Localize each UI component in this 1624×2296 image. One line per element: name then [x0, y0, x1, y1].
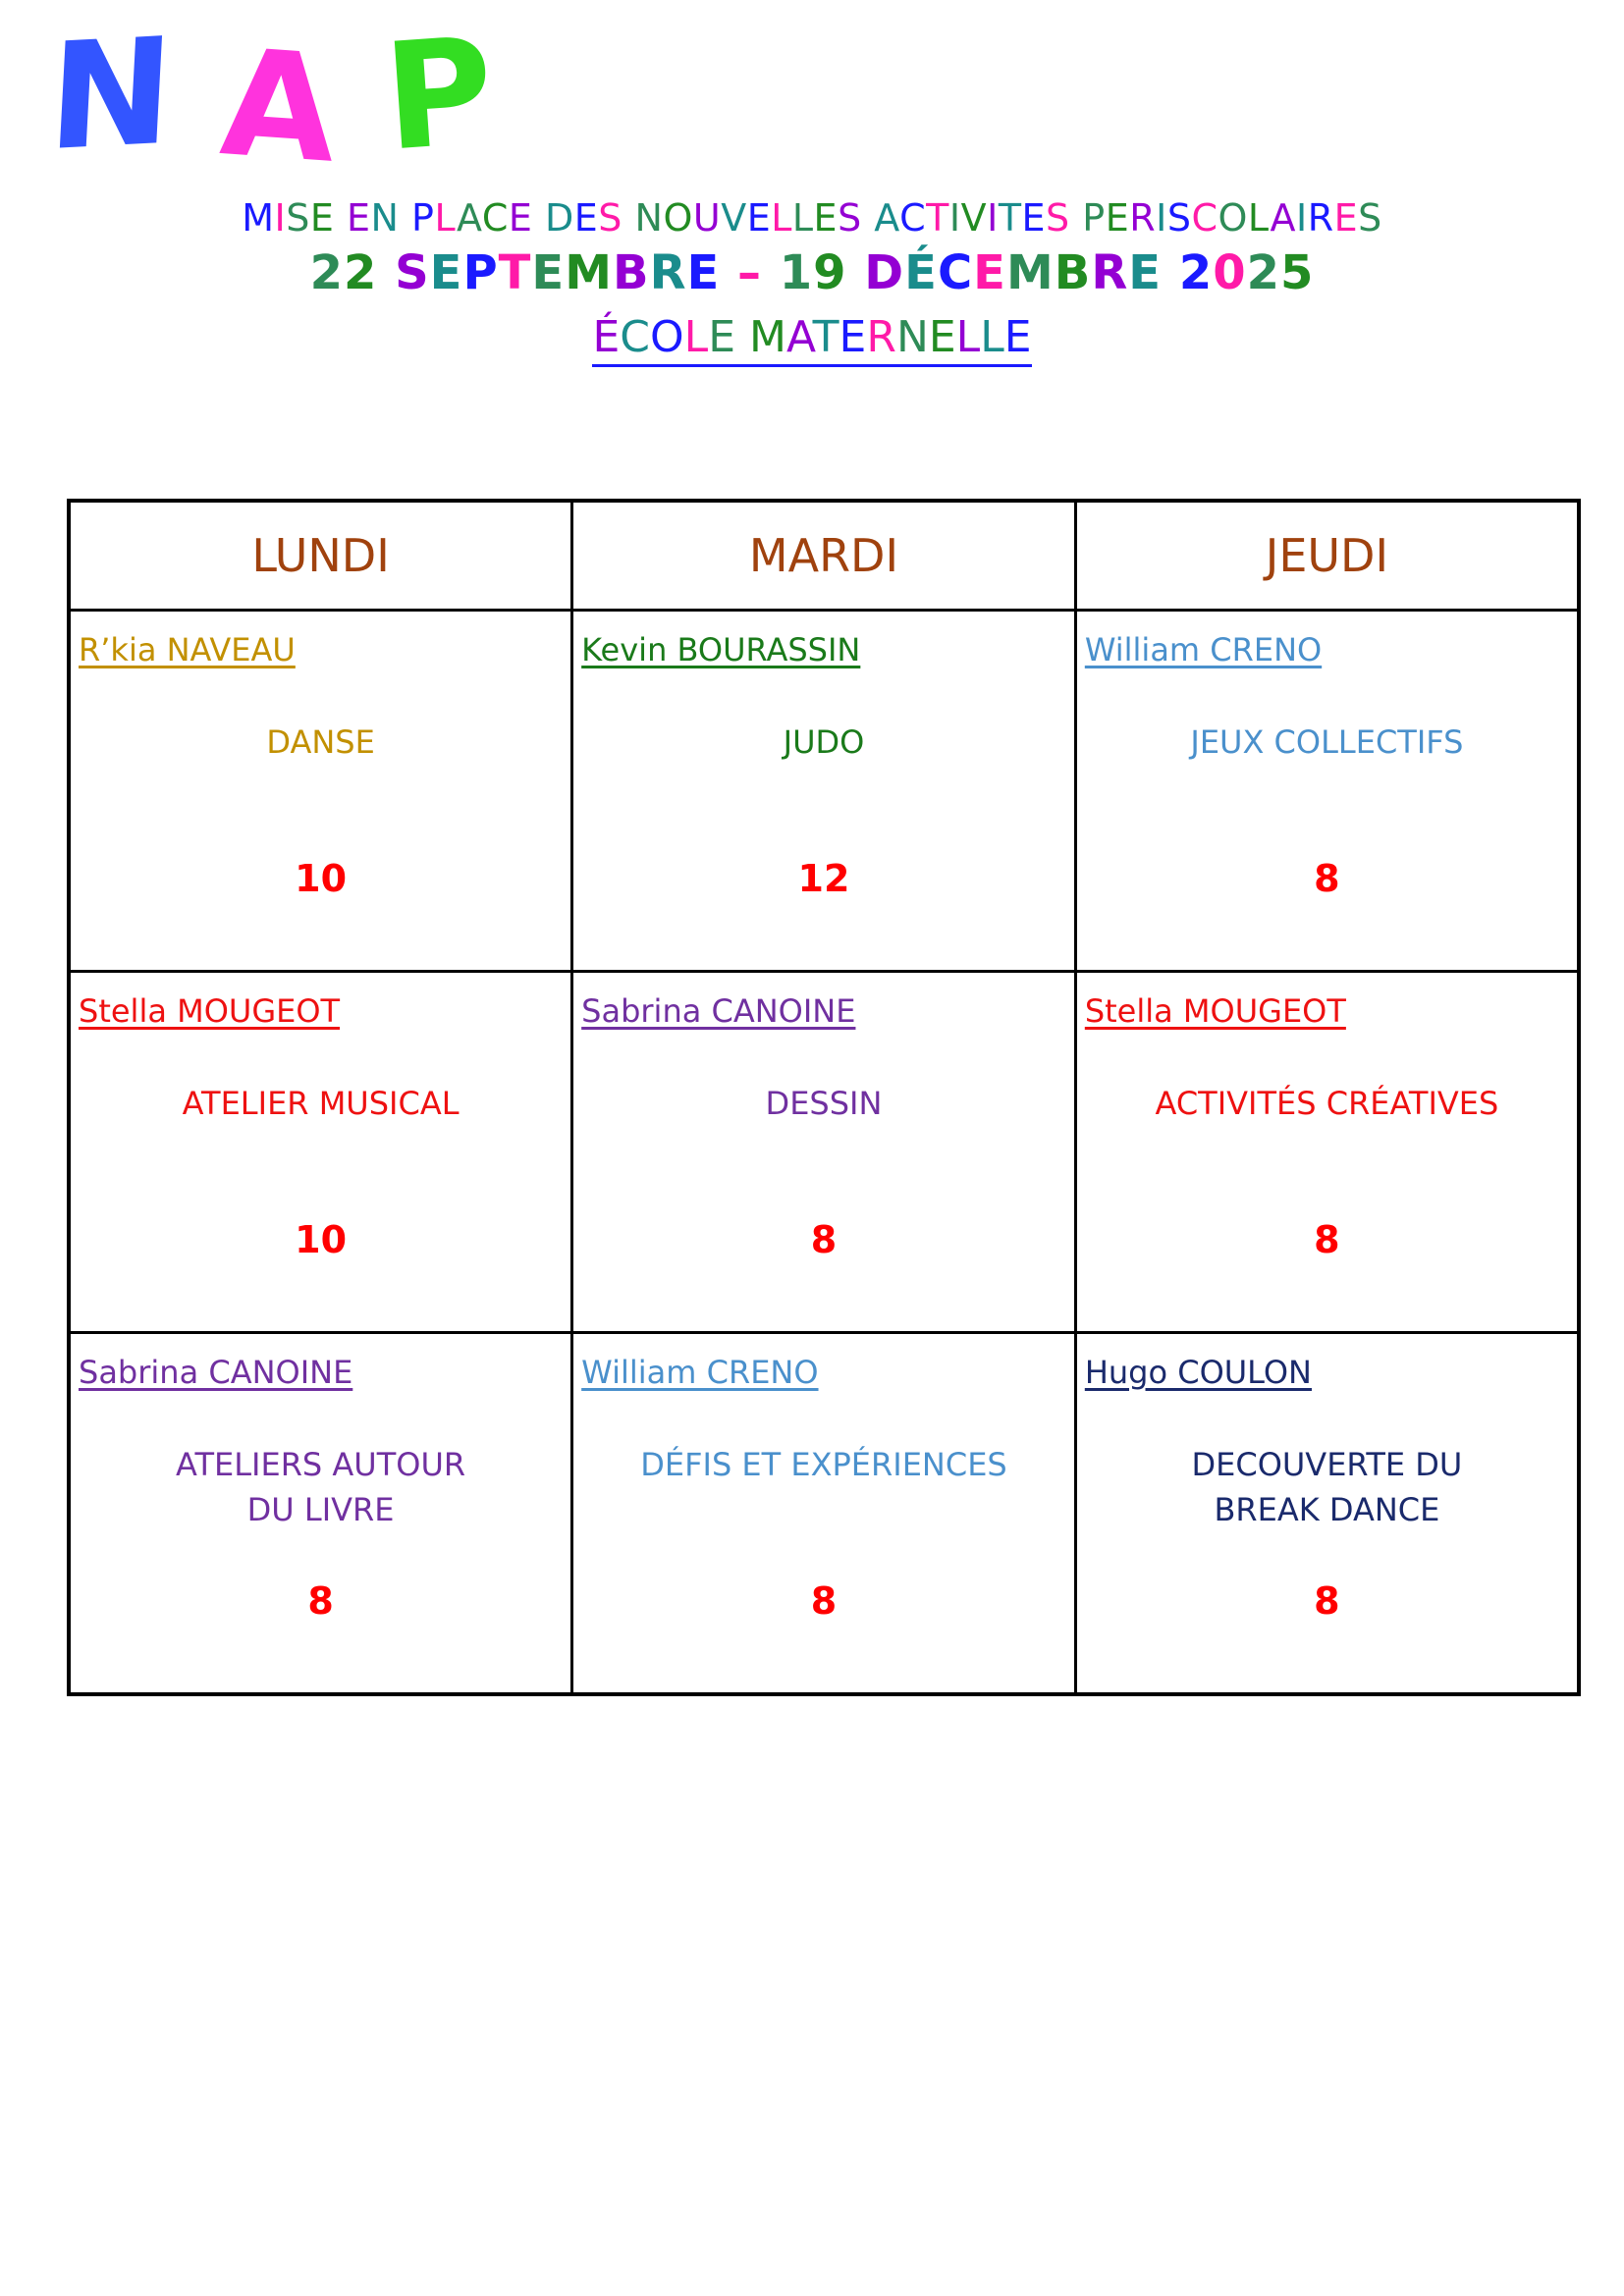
activity-cell-content: [573, 973, 1074, 1331]
participant-count: 8: [1314, 1218, 1340, 1261]
activity-name: JUDO: [783, 723, 865, 761]
teacher-name: Stella MOUGEOT: [1084, 992, 1346, 1030]
subtitle-text: MISE EN PLACE DES NOUVELLES ACTIVITES PERISCOLAIRES: [242, 196, 1382, 240]
subtitle-line: [0, 196, 1624, 240]
activity-name: ACTIVITÉS CRÉATIVES: [1155, 1085, 1499, 1122]
activity-cell: [1075, 972, 1579, 1333]
activity-cell: [69, 611, 572, 972]
participant-count: 10: [295, 1218, 348, 1261]
activity-name: DESSIN: [765, 1085, 883, 1122]
activity-cell-content: [71, 612, 570, 970]
activity-cell-content: [573, 612, 1074, 970]
activity-cell-content: [1077, 973, 1577, 1331]
date-range-text: 22 SEPTEMBRE – 19 DÉCEMBRE 2025: [309, 245, 1315, 300]
teacher-name: Stella MOUGEOT: [79, 992, 341, 1030]
logo-letter-n: N: [44, 6, 178, 185]
logo-letter-a: A: [215, 18, 342, 196]
activity-name: DANSE: [266, 723, 375, 761]
day-header: JEUDI: [1075, 501, 1579, 611]
activity-name: JEUX COLLECTIFS: [1190, 723, 1464, 761]
table-row: [69, 1333, 1579, 1695]
school-name-text: ÉCOLE MATERNELLE: [592, 312, 1031, 367]
activity-cell-content: [71, 1334, 570, 1692]
activity-cell-content: [1077, 1334, 1577, 1692]
activity-name: DECOUVERTE DU BREAK DANCE: [1191, 1446, 1463, 1528]
schedule-table: [67, 499, 1581, 1696]
day-header-row: [69, 501, 1579, 611]
participant-count: 8: [1314, 1579, 1340, 1623]
teacher-name: William CRENO: [581, 1354, 819, 1391]
activity-name: ATELIER MUSICAL: [182, 1085, 460, 1122]
teacher-name: R’kia NAVEAU: [79, 631, 296, 668]
activity-cell-content: [1077, 612, 1577, 970]
activity-name: ATELIERS AUTOUR DU LIVRE: [176, 1446, 466, 1528]
teacher-name: Kevin BOURASSIN: [581, 631, 861, 668]
activity-cell-content: [573, 1334, 1074, 1692]
activity-cell: [69, 972, 572, 1333]
activity-cell: [1075, 1333, 1579, 1695]
activity-cell: [1075, 611, 1579, 972]
participant-count: 12: [797, 857, 850, 900]
teacher-name: Hugo COULON: [1084, 1354, 1312, 1391]
school-name: [0, 312, 1624, 362]
activity-cell-content: [71, 973, 570, 1331]
participant-count: 10: [295, 857, 348, 900]
activity-cell: [572, 972, 1076, 1333]
activity-name: DÉFIS ET EXPÉRIENCES: [640, 1446, 1007, 1483]
table-row: [69, 972, 1579, 1333]
activity-cell: [572, 1333, 1076, 1695]
nap-logo: [44, 6, 542, 196]
participant-count: 8: [810, 1218, 838, 1261]
logo-letter-p: P: [378, 6, 499, 185]
teacher-name: William CRENO: [1084, 631, 1323, 668]
date-range: [0, 245, 1624, 300]
activity-cell: [572, 611, 1076, 972]
participant-count: 8: [1314, 857, 1340, 900]
teacher-name: Sabrina CANOINE: [79, 1354, 353, 1391]
day-header: LUNDI: [69, 501, 572, 611]
day-header: MARDI: [572, 501, 1076, 611]
activity-cell: [69, 1333, 572, 1695]
teacher-name: Sabrina CANOINE: [581, 992, 856, 1030]
participant-count: 8: [307, 1579, 334, 1623]
participant-count: 8: [810, 1579, 838, 1623]
table-row: [69, 611, 1579, 972]
